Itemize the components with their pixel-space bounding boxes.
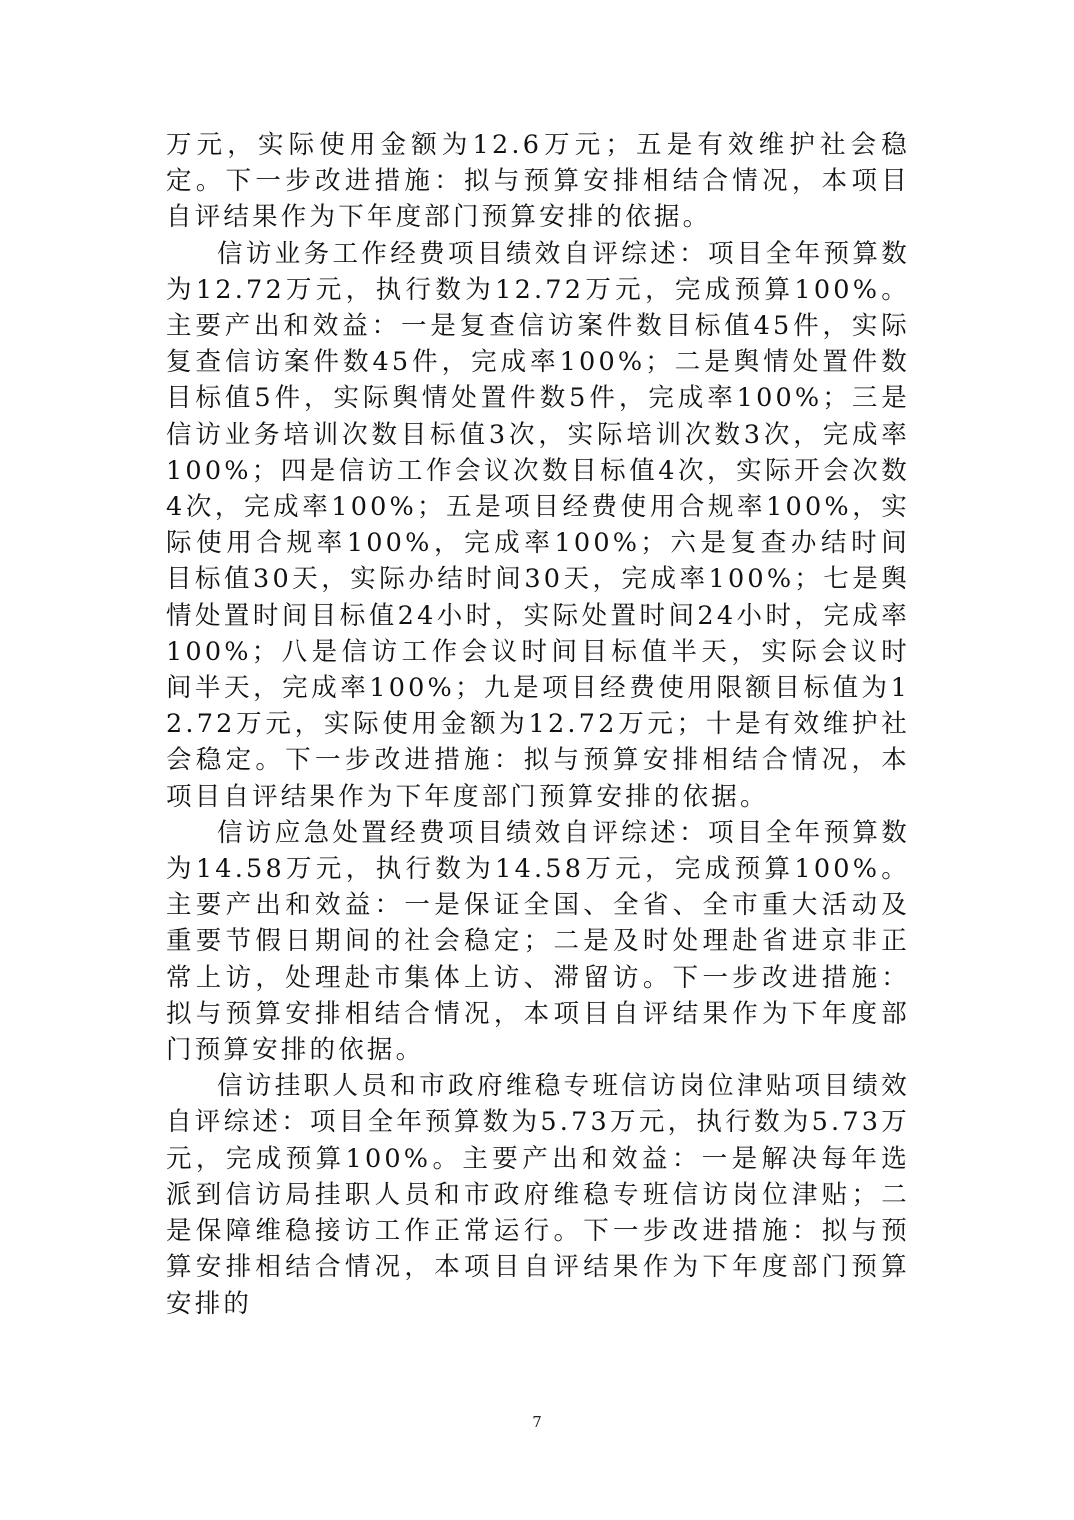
- paragraph-emergency-handling-funds: 信访应急处置经费项目绩效自评综述：项目全年预算数为14.58万元，执行数为14.58万元，完成预算100%。主要产出和效益：一是保证全国、全省、全市重大活动及重要节假日期间的社会稳定；二是及时处理赴省进京非正常上访，处理赴市集体上访、滞留访。下一步改进措施：拟与预算安排相结合情况，本项目自评结果作为下年度部门预算安排的依据。: [166, 817, 910, 1066]
- paragraph-petition-business-funds: 信访业务工作经费项目绩效自评综述：项目全年预算数为12.72万元，执行数为12.72万元，完成预算100%。主要产出和效益：一是复查信访案件数目标值45件，实际复查信访案件数45件，完成率100%；二是舆情处置件数目标值5件，实际舆情处置件数5件，完成率100%；三是信访业务培训次数目标值3次，实际培训次数3次，完成率100%；四是信访工作会议次数目标值4次，实际开会次数4次，完成率100%；五是项目经费使用合规率100%，实际使用合规率100%，完成率100%；六是复查办结时间目标值30天，实际办结时间30天，完成率100%；七是舆情处置时间目标值24小时，实际处置时间24小时，完成率100%；八是信访工作会议时间目标值半天，实际会议时间半天，完成率100%；九是项目经费使用限额目标值为12.72万元，实际使用金额为12.72万元；十是有效维护社会稳定。下一步改进措施：拟与预算安排相结合情况，本项目自评结果作为下年度部门预算安排的依据。: [166, 238, 910, 812]
- page-number: 7: [532, 1413, 542, 1431]
- paragraph-post-allowance-funds: 信访挂职人员和市政府维稳专班信访岗位津贴项目绩效自评综述：项目全年预算数为5.73万元，执行数为5.73万元，完成预算100%。主要产出和效益：一是解决每年选派到信访局挂职人员和市政府维稳专班信访岗位津贴；二是保障维稳接访工作正常运行。下一步改进措施：拟与预算安排相结合情况，本项目自评结果作为下年度部门预算安排的: [166, 1071, 910, 1319]
- paragraph-continuation: 万元，实际使用金额为12.6万元；五是有效维护社会稳定。下一步改进措施：拟与预算安排相结合情况，本项目自评结果作为下年度部门预算安排的依据。: [166, 130, 910, 233]
- document-body: [166, 127, 910, 1322]
